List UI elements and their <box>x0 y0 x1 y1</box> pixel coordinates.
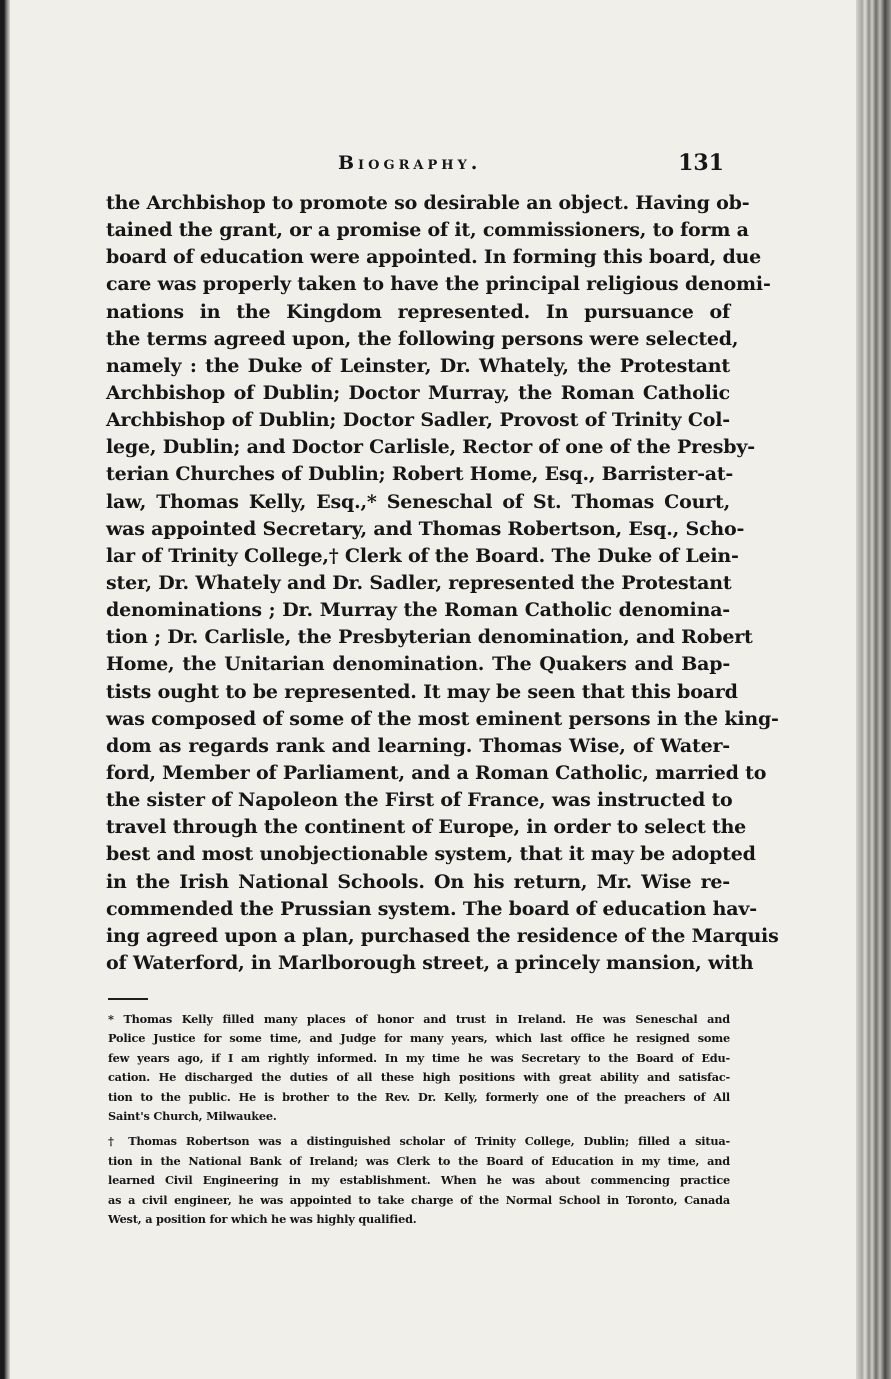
text-line: nations in the Kingdom represented. In pursuance of <box>106 300 730 323</box>
text-line: tion ; Dr. Carlisle, the Presbyterian denomination, and Robert <box>106 626 753 649</box>
text-line: law, Thomas Kelly, Esq.,* Seneschal of St. Thomas Court, <box>106 490 730 513</box>
footnote-line: † Thomas Robertson was a distinguished scholar of Trinity College, Dublin; filled a situa- <box>108 1134 730 1149</box>
text-line: denominations ; Dr. Murray the Roman Catholic denomina- <box>106 599 730 622</box>
text-line: the sister of Napoleon the First of France, was instructed to <box>106 789 733 812</box>
text-line: tained the grant, or a promise of it, commissioners, to form a <box>106 219 749 242</box>
binding-edge <box>0 0 10 1379</box>
footnote-line: * Thomas Kelly filled many places of honor and trust in Ireland. He was Seneschal and <box>108 1012 730 1026</box>
body-text <box>106 190 779 977</box>
page-stack-edge <box>856 0 891 1379</box>
footnote-line: few years ago, if I am rightly informed. In my time he was Secretary to the Board of Edu- <box>108 1050 730 1065</box>
text-line: Archbishop of Dublin; Doctor Murray, the Roman Catholic <box>106 381 730 404</box>
running-header <box>338 150 724 180</box>
text-line: ford, Member of Parliament, and a Roman Catholic, married to <box>106 761 767 784</box>
text-line: terian Churches of Dublin; Robert Home, Esq., Barrister-at- <box>106 463 734 486</box>
footnote-line: tion to the public. He is brother to the Rev. Dr. Kelly, formerly one of the preachers of All <box>108 1089 730 1104</box>
footnote-line: tion in the National Bank of Ireland; was Clerk to the Board of Education in my time, and <box>108 1153 730 1168</box>
text-line: travel through the continent of Europe, in order to select the <box>106 816 747 839</box>
text-line: tists ought to be represented. It may be seen that this board <box>106 680 738 703</box>
text-line: was appointed Secretary, and Thomas Robertson, Esq., Scho- <box>106 517 745 540</box>
text-line: lar of Trinity College,† Clerk of the Board. The Duke of Lein- <box>106 544 739 567</box>
footnote-robertson <box>108 1132 730 1229</box>
text-line: dom as regards rank and learning. Thomas Wise, of Water- <box>106 734 730 757</box>
text-line: namely : the Duke of Leinster, Dr. Whately, the Protestant <box>106 354 730 377</box>
text-line: board of education were appointed. In forming this board, due <box>106 246 762 269</box>
footnotes <box>108 1010 730 1229</box>
footnote-line: as a civil engineer, he was appointed to take charge of the Normal School in Toronto, Canada <box>108 1192 730 1207</box>
footnote-kelly <box>108 1010 730 1126</box>
footnote-line: Police Justice for some time, and Judge for many years, which last office he resigned some <box>108 1031 730 1046</box>
text-line: care was properly taken to have the principal religious denomi- <box>106 273 771 296</box>
text-line: best and most unobjectionable system, that it may be adopted <box>106 843 756 866</box>
text-line: Archbishop of Dublin; Doctor Sadler, Provost of Trinity Col- <box>106 409 730 432</box>
text-line: ster, Dr. Whately and Dr. Sadler, represented the Protestant <box>106 571 732 594</box>
footnote-line: West, a position for which he was highly qualified. <box>108 1211 417 1226</box>
text-line: lege, Dublin; and Doctor Carlisle, Rector of one of the Presby- <box>106 436 755 459</box>
text-line: ing agreed upon a plan, purchased the residence of the Marquis <box>106 924 779 947</box>
text-line: Home, the Unitarian denomination. The Quakers and Bap- <box>106 653 730 676</box>
text-line: commended the Prussian system. The board of education hav- <box>106 897 757 920</box>
text-line: in the Irish National Schools. On his return, Mr. Wise re- <box>106 870 730 893</box>
footnote-line: cation. He discharged the duties of all these high positions with great ability and satisfac- <box>108 1070 730 1085</box>
running-title: Biography. <box>338 152 482 174</box>
footnote-line: learned Civil Engineering in my establishment. When he was about commencing practice <box>108 1173 730 1188</box>
text-line: of Waterford, in Marlborough street, a princely mansion, with <box>106 951 754 974</box>
text-line: the Archbishop to promote so desirable an object. Having ob- <box>106 192 750 214</box>
text-line: was composed of some of the most eminent persons in the king- <box>106 707 779 730</box>
footnote-line: Saint's Church, Milwaukee. <box>108 1108 277 1123</box>
footnote-rule <box>108 998 148 1000</box>
text-line: the terms agreed upon, the following persons were selected, <box>106 327 739 350</box>
page-number: 131 <box>678 150 724 176</box>
